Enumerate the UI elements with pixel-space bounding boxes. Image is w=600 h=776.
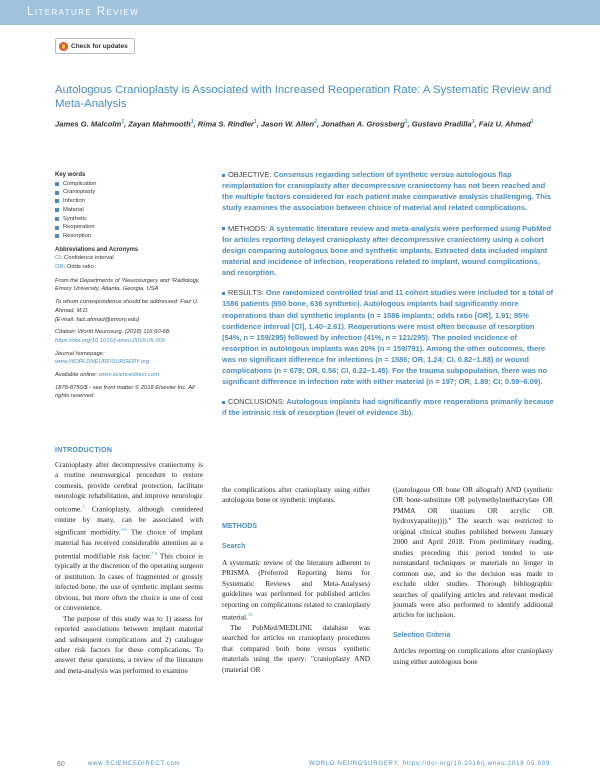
abstract-section [222, 169, 555, 213]
bullet-icon [55, 226, 59, 230]
author-affiliation-mark: 2 [314, 119, 317, 125]
author-name: Gustavo Pradilla [411, 119, 472, 129]
bullet-icon [55, 208, 59, 212]
author-name: Jonathan A. Grossberg [321, 119, 405, 129]
bullet-icon [55, 199, 59, 203]
selection-paragraph: Articles reporting on complications after cranioplasty using either autologous bone [393, 646, 553, 666]
column-2 [222, 485, 370, 675]
author-affiliation-mark: 1 [530, 119, 534, 125]
intro-paragraph-3: the complications after cranioplasty using either autologous bone or synthetic implants. [222, 485, 370, 505]
bullet-icon [55, 234, 59, 238]
abstract-text: One randomized controlled trial and 11 cohort studies were included for a total of 1586 patients (950 bone, 636 synthetic). Autologous implants had significantly more reoperations than did synthetic implants (n = 1586 implants; odds ratio [OR], 1.91; 95% confidence interval [CI], 1.40–2.61). Reoperations were most often because of resorption (54%, n = 159/295) followed by infection (41%, n = 121/295). The pooled incidence of resorption in autologous implants was 20% (n = 159/791). Among the other outcomes, there was no significant difference for infections (n = 1586; OR, 1.24; CI, 0.82–1.88) or wound complications (n = 678; OR, 0.56; CI, 0.22–1.45). For the trauma subpopulation, there was no significant difference in infection rate with either material (n = 197; OR, 1.89; CI; 0.59–6.09). [222, 288, 554, 386]
abbreviation-list [55, 254, 200, 271]
abstract-label: METHODS: [222, 224, 267, 233]
affiliation: From the Departments of ¹Neurosurgery and ²Radiology, Emory University, Atlanta, Georgia, USA [55, 277, 200, 293]
methods-paragraph-3: ((autologous OR bone OR allograft) AND (synthetic OR bone-substitute OR polymethylmethacrylate OR PMMA OR titanium OR acrylic OR hydroxyapatite))))." The search was restricted to original clinical studies published between January 2000 and April 2018. From preliminary reading, studies preceding this period tended to use nonstandard techniques or materials no longer in common use, and so the decision was made to exclude older studies. Thorough bibliographic searches of qualifying articles and relevant medical journals were also performed to identify additional articles for inclusion. [393, 485, 553, 620]
abstract-text: Autologous implants had significantly more reoperations primarily because if the intrinsic risk of resorption (level of evidence 3b). [222, 397, 554, 418]
author-name: Faiz U. Ahmad [478, 119, 531, 129]
intro-paragraph-2: The purpose of this study was to 1) assess for reported associations between implant material and subsequent complications and 2) catalogue other risk factors for these complications. To answer these questions, a review of the literature and meta-analysis was performed to examine [55, 613, 203, 675]
author-affiliation-mark: 1 [190, 119, 194, 125]
keywords-heading: Key words [55, 172, 86, 178]
abstract [222, 169, 555, 428]
citation: Citation: World Neurosurg. (2018) 116:60-68. [55, 329, 171, 336]
keyword-item: Infection [55, 197, 200, 206]
keyword-item: Complication [55, 180, 200, 189]
page-footer [0, 758, 600, 776]
journal-home-label: Journal homepage: [55, 350, 105, 357]
abbreviation-item: CI: Confidence interval [55, 255, 114, 262]
column-1 [55, 460, 203, 676]
author-affiliation-mark: 1 [121, 119, 125, 125]
sidebar [55, 171, 200, 401]
journal-home-link[interactable]: www.WORLDNEUROSURGERY.org [55, 359, 150, 366]
author-affiliation-mark: 1 [404, 119, 408, 125]
keyword-item: Synthetic [55, 215, 200, 224]
abstract-section [222, 223, 555, 278]
online-label: Available online: [55, 372, 99, 379]
article-title: Autologous Cranioplasty is Associated with Increased Reoperation Rate: A Systematic Review and Meta-Analysis [55, 84, 552, 110]
abbreviation-item: OR: Odds ratio [55, 264, 94, 271]
keyword-list [55, 180, 200, 241]
abstract-text: Consensus regarding selection of synthetic versus autologous flap reimplantation for cranioplasty after decompressive craniectomy has not been reached and the multiple factors considered for each patient make comparative analysis challenging. This study examines the association between choice of material and related complications. [222, 170, 552, 213]
check-updates-label: Check for updates [71, 42, 128, 50]
online-link[interactable]: www.sciencedirect.com [98, 372, 159, 379]
crossmark-icon [59, 42, 68, 51]
keyword-item: Reoperation [55, 223, 200, 232]
email[interactable]: [E-mail: faiz.ahmad@emory.edu] [55, 316, 140, 323]
keyword-item: Material [55, 206, 200, 215]
methods-heading: METHODS [222, 522, 257, 530]
section-banner [0, 0, 600, 25]
author-affiliation-mark: 1 [253, 119, 257, 125]
footer-site-link[interactable]: www.SCIENCEDIRECT.com [88, 761, 181, 767]
abstract-label: OBJECTIVE: [222, 170, 271, 179]
column-3 [393, 485, 553, 667]
search-heading: Search [222, 543, 246, 551]
abbreviations-heading: Abbreviations and Acronyms [55, 246, 139, 253]
author-list: James G. Malcolm$^1$, Zayan Mahmooth$^1$, Rima S. Rindler$^1$, Jason W. Allen$^2$, Jonathan A. Grossberg$^1$, Gustavo Pradilla$^1$, Faiz U. Ahmad$^1$ [55, 119, 534, 129]
bullet-icon [55, 182, 59, 186]
author-name: James G. Malcolm [55, 119, 122, 129]
keyword-item: Resorption [55, 232, 200, 241]
abstract-section [222, 287, 555, 386]
methods-paragraph-1: A systematic review of the literature adherent to PRISMA (Preferred Reporting Items for Systematic Reviews and Meta-Analyses) guidelines was performed for published articles reporting on complications related to cranioplasty material.$^{10}$ [222, 557, 370, 622]
intro-paragraph-1: Cranioplasty after decompressive craniectomy is a routine neurosurgical procedure to restore cosmesis, provide cerebral protection, facilitate neurologic rehabilitation, and improve neurologic outcome.$^1$ Cranioplasty, although considered routine by many, can be associated with significant morbidity.$^{2-6}$ The choice of implant material has received considerable attention as a potential modifiable risk factor.$^{7-9}$ This choice is typically at the discretion of the operating surgeon or institution. In cases of fragmented or grossly infected bone, the use of synthetic implant seems obvious, but more often the choice is one of cost or convenience. [55, 460, 203, 613]
keyword-item: Cranioplasty [55, 188, 200, 197]
footer-journal: WORLD NEUROSURGERY, https://doi.org/10.1016/j.wneu.2018.05.009 [308, 761, 550, 767]
check-for-updates-button[interactable] [55, 38, 135, 54]
author-name: Jason W. Allen [260, 119, 315, 129]
abstract-label: CONCLUSIONS: [222, 397, 285, 406]
abstract-text: A systematic literature review and meta-analysis were performed using PubMed for articles reporting delayed cranioplasty after decompressive craniectomy using a cohort design comparing autologous bone and synthetic implants. Extracted data included implant material and incidence of infection, reoperations related to implant, wound complications, and resorption. [222, 223, 552, 277]
abstract-section [222, 396, 555, 418]
abstract-label: RESULTS: [222, 288, 264, 297]
author-affiliation-mark: 1 [471, 119, 475, 125]
bullet-icon [55, 191, 59, 195]
bullet-icon [55, 217, 59, 221]
correspondence: To whom correspondence should be addressed: Faiz U. Ahmad, M.D. [55, 299, 199, 314]
introduction-heading: INTRODUCTION [55, 447, 113, 454]
selection-criteria-heading: Selection Criteria [393, 631, 451, 639]
banner-label: Literature Review [27, 6, 140, 18]
doi-link[interactable]: https://doi.org/10.1016/j.wneu.2018.05.009 [55, 337, 165, 344]
methods-paragraph-2: The PubMed/MEDLINE database was searched for articles on cranioplasty procedures that compared both bone versus synthetic materials using the query: "cranioplasty AND (material OR [222, 622, 370, 674]
author-name: Rima S. Rindler [197, 119, 254, 129]
page-number: 60 [57, 761, 65, 768]
copyright: 1878-8750/$ - see front matter © 2018 Elsevier Inc. All rights reserved. [55, 384, 195, 400]
author-name: Zayan Mahmooth [128, 119, 191, 129]
